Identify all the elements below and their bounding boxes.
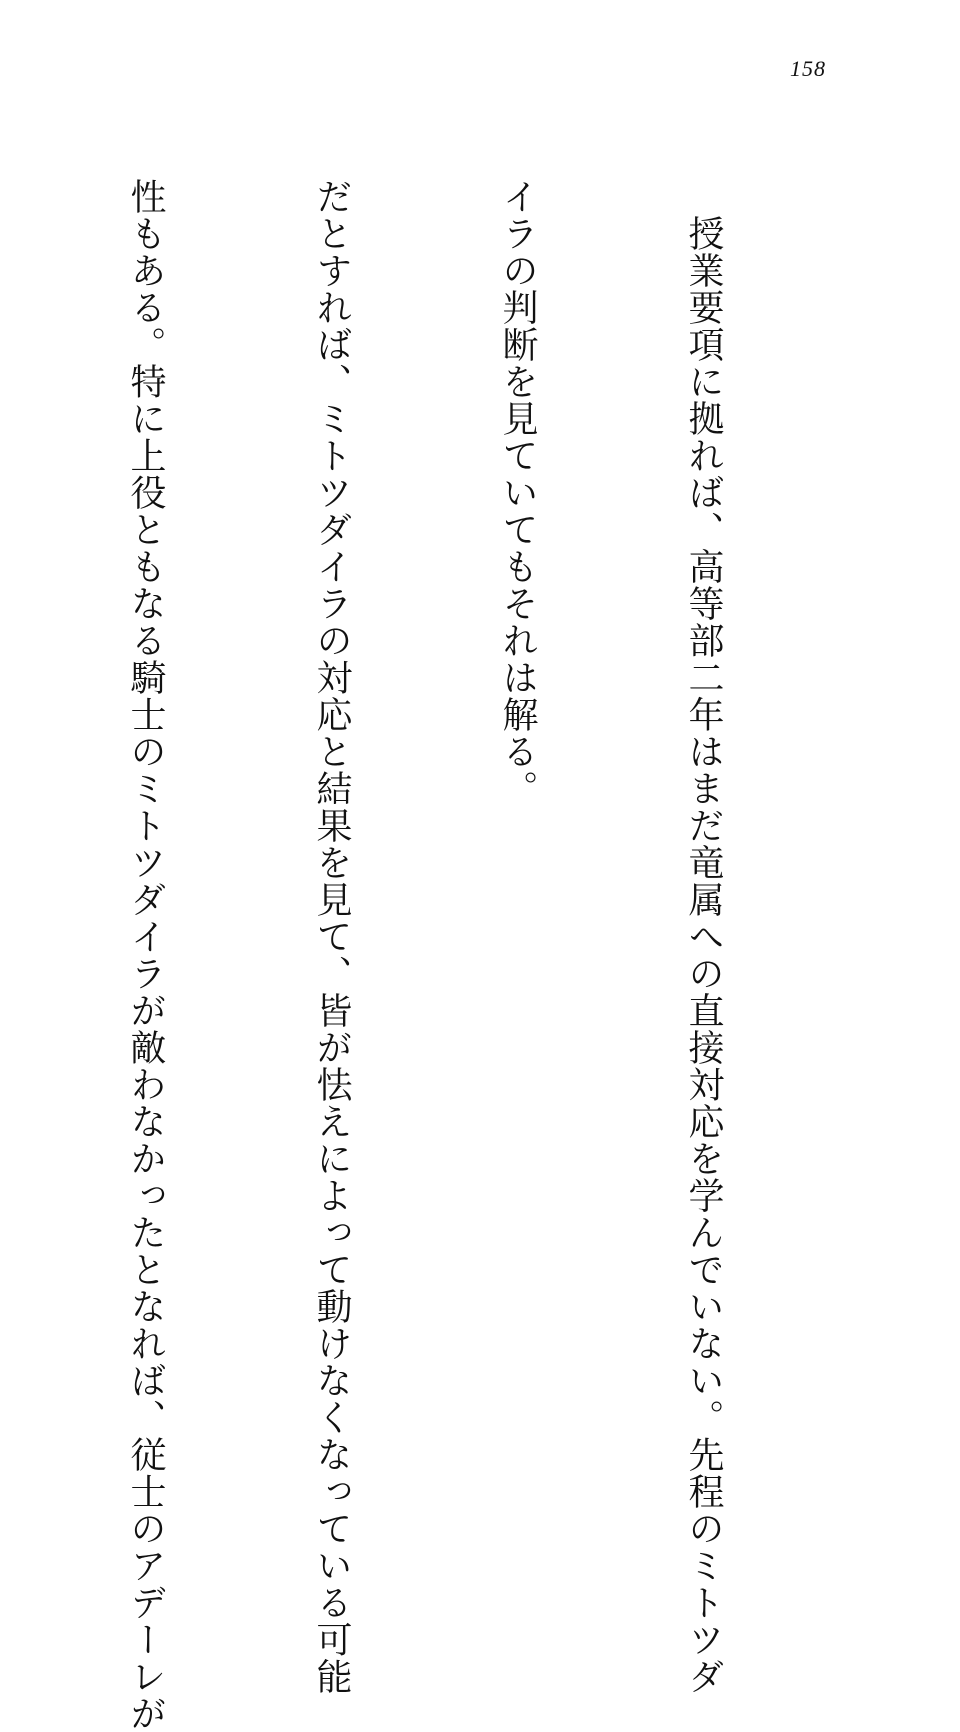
body-text	[0, 178, 858, 1732]
page-number: 158	[790, 56, 826, 81]
text-line: イラの判断を見ていてもそれは解る。	[497, 178, 538, 807]
text-line: 授業要項に拠れば、高等部二年はまだ竜属への直接対応を学んでいない。先程のミトツダ	[683, 178, 724, 1695]
text-line: だとすれば、ミトツダイラの対応と結果を見て、皆が怯えによって動けなくなっている可能	[311, 178, 352, 1695]
text-line: 性もある。特に上役ともなる騎士のミトツダイラが敵わなかったとなれば、従士のアデーレが	[125, 178, 166, 1732]
